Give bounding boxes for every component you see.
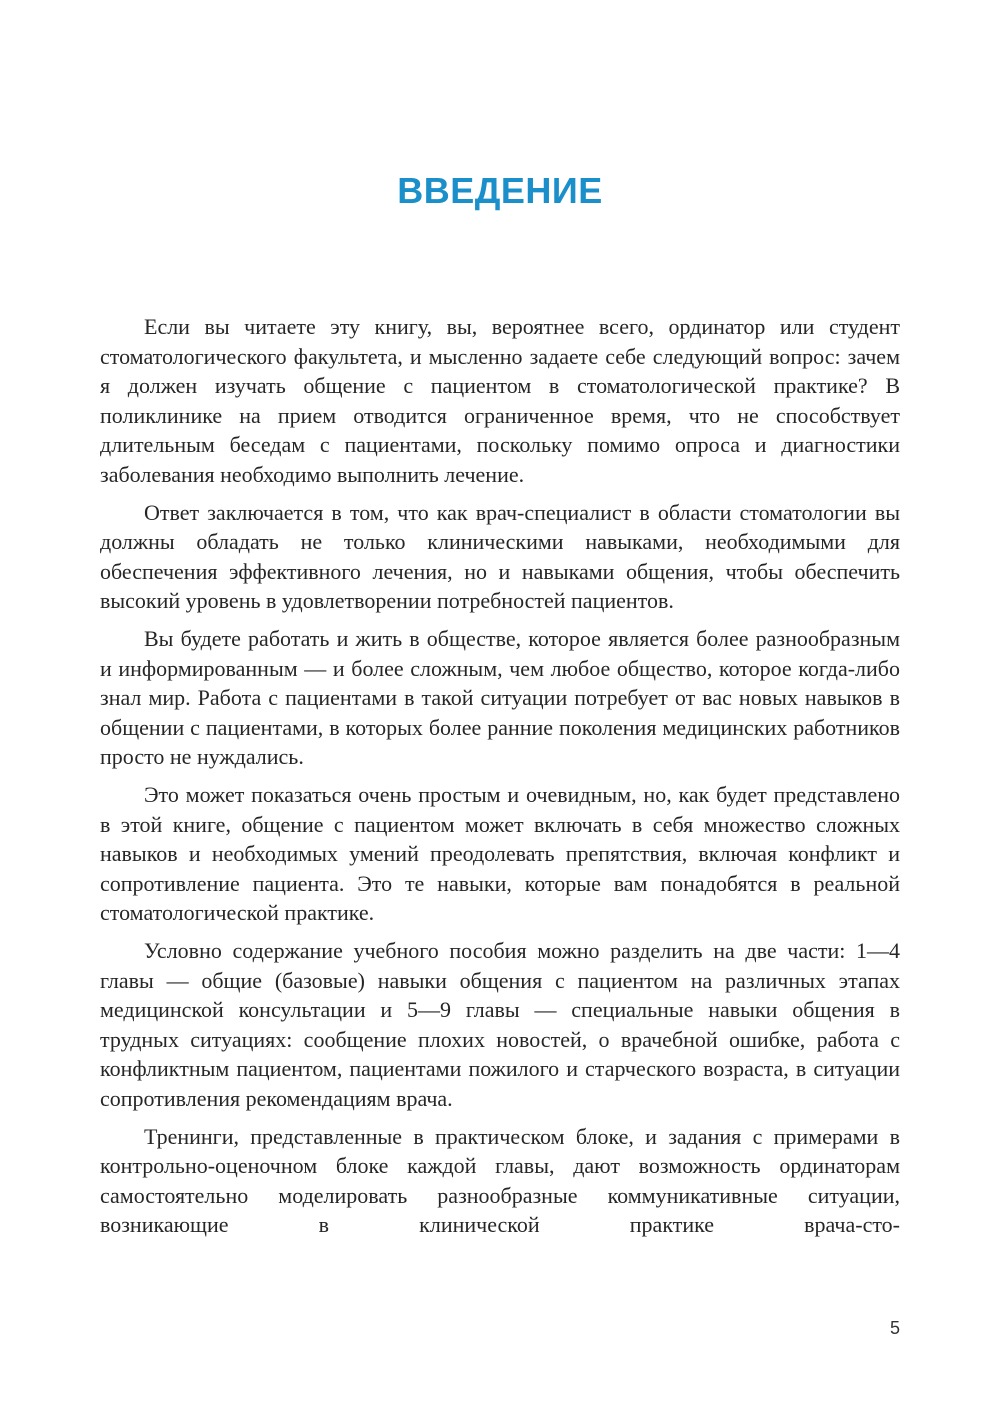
paragraph: Если вы читаете эту книгу, вы, вероятнее всего, ординатор или студент стоматологического факультета, и мысленно задаете себе следующий вопрос: зачем я должен изучать общение с пациентом в стоматологической практике? В поликлинике на прием отводится ограниченное время, что не способствует длительным беседам с пациентами, поскольку помимо опроса и диагностики заболевания необходимо выполнить лечение. [100,314,900,487]
paragraph: Условно содержание учебного пособия можно разделить на две части: 1—4 главы — общие (базовые) навыки общения с пациентом на различных этапах медицинской консультации и 5—9 главы — специальные навыки общения в трудных ситуациях: сообщение плохих новостей, о врачебной ошибке, работа с конфликтным пациентом, пациентами пожилого и старческого возраста, в ситуации сопротивления рекомендациям врача. [100,938,900,1111]
paragraph: Это может показаться очень простым и очевидным, но, как будет представлено в этой книге, общение с пациентом может включать в себя множество сложных навыков и необходимых умений преодолевать препятствия, включая конфликт и сопротивление пациента. Это те навыки, которые вам понадобятся в реальной стоматологической практике. [100,782,900,925]
chapter-title: ВВЕДЕНИЕ [397,170,603,211]
paragraph: Ответ заключается в том, что как врач-специалист в области стоматологии вы должны обладать не только клиническими навыками, необходимыми для обеспечения эффективного лечения, но и навыками общения, чтобы обеспечить высокий уровень в удовлетворении потребностей пациентов. [100,499,900,613]
paragraph: Тренинги, представленные в практическом блоке, и задания с примерами в контрольно-оценочном блоке каждой главы, дают возможность ординаторам самостоятельно моделировать разнообразные коммуникативные ситуации, возникающие в клинической практике врача-сто- [100,1123,900,1237]
page-number: 5 [889,1318,900,1338]
paragraph: Вы будете работать и жить в обществе, которое является более разнообразным и информированным — и более сложным, чем любое общество, которое когда-либо знал мир. Работа с пациентами в такой ситуации потребует от вас новых навыков в общении с пациентами, в которых более ранние поколения медицинских работников просто не нуждались. [100,626,900,769]
body-text [100,312,900,1248]
